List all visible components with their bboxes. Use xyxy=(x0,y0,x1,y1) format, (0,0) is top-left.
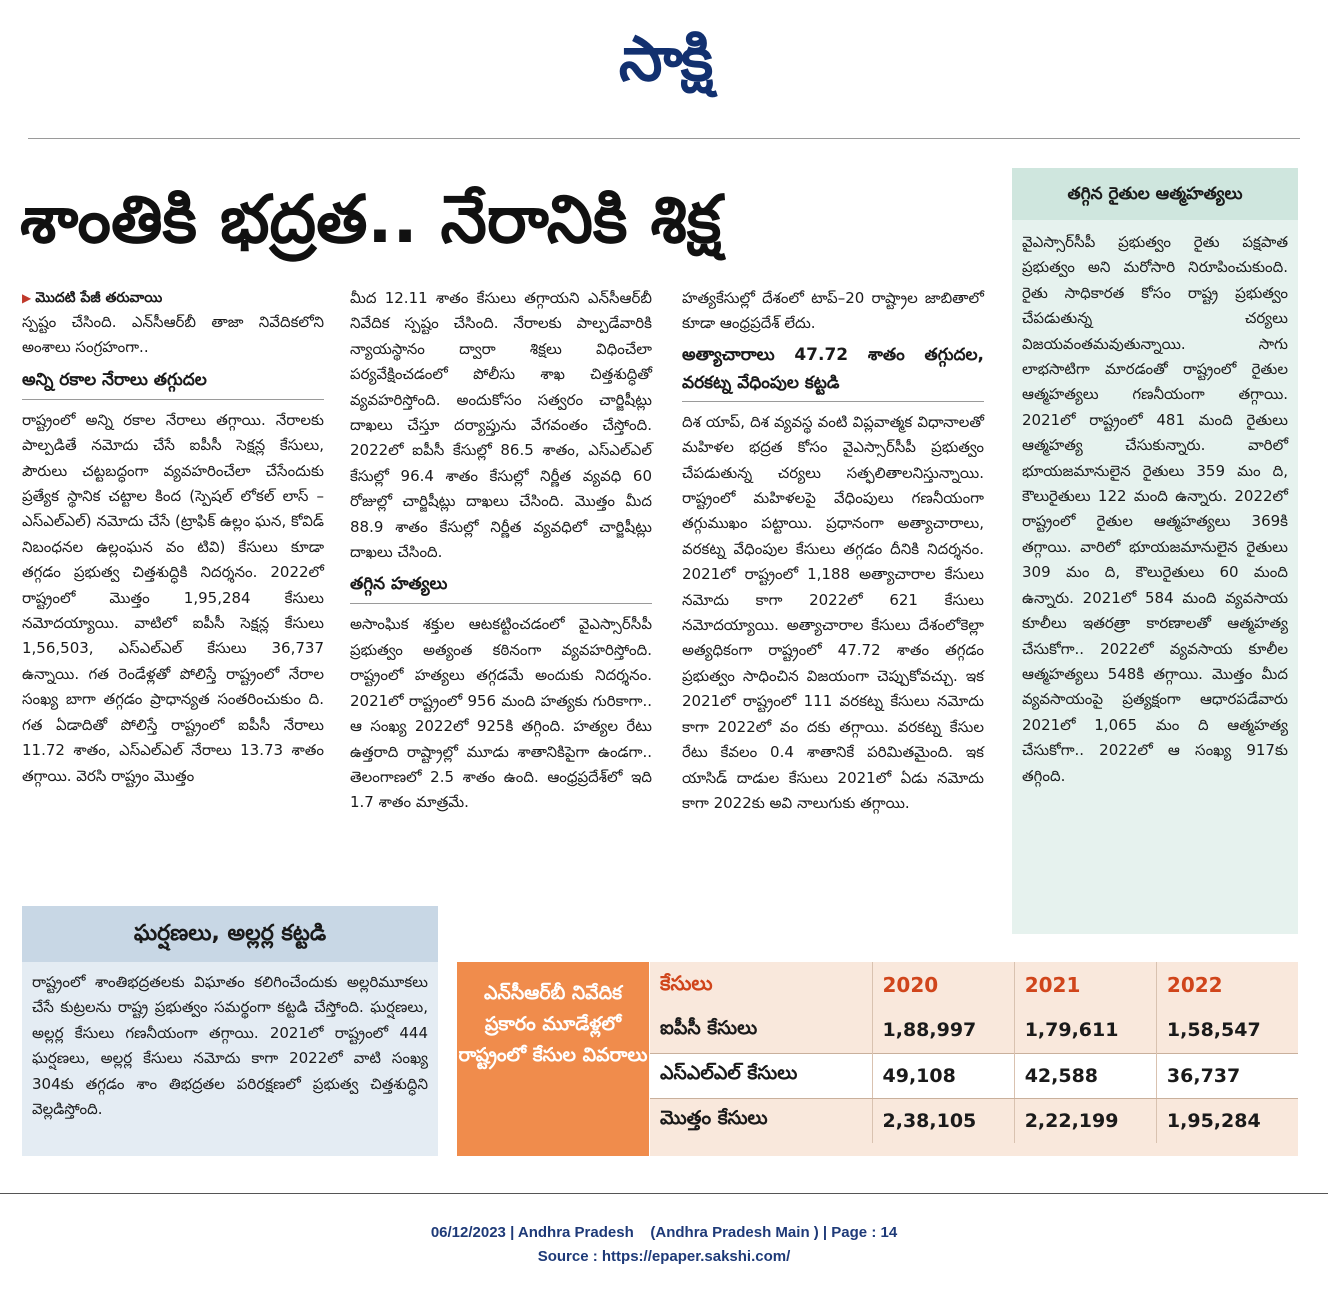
table-cell: 42,588 xyxy=(1014,1053,1156,1098)
footer-edition-line: 06/12/2023 | Andhra Pradesh (Andhra Pradesh Main ) | Page : 14 xyxy=(430,1224,898,1241)
column-3-subhead: అత్యాచారాలు 47.72 శాతం తగ్గుదల, వరకట్న వేధింపుల కట్టడి xyxy=(682,341,984,402)
continued-kicker xyxy=(22,286,324,310)
column-1-body: రాష్ట్రంలో అన్ని రకాల నేరాలు తగ్గాయి. నేరాలకు పాల్పడితే నమోదు చేసే ఐపీసీ సెక్షన్ల కేసులు, పౌరులు చట్టబద్ధంగా వ్యవహరించేలా చేసేందుకు ప్రత్యేక స్థానిక చట్టాల కింద (స్పెషల్ లోకల్ లాస్ – ఎస్‌ఎల్‌ఎల్) నమోదు చేసే (ట్రాఫిక్ ఉల్లం ఘన, కోవిడ్ నిబంధనల ఉల్లంఘన వం టివి) కేసులు కూడా తగ్గడం ప్రభుత్వ చిత్తశుద్ధికి నిదర్శనం. 2022లో రాష్ట్రంలో మొత్తం 1,95,284 కేసులు నమోదయ్యాయి. వాటిలో ఐపీసీ సెక్షన్ల కేసులు 1,56,503, ఎస్‌ఎల్‌ఎల్ కేసులు 36,737 ఉన్నాయి. గత రెండేళ్లతో పోలిస్తే రాష్ట్రంలో నేరాల సంఖ్య బాగా తగ్గడం ప్రాధాన్యత సంతరించుకుం ది. గత ఏడాదితో పోలిస్తే రాష్ట్రంలో ఐపీసీ నేరాలు 11.72 శాతం, ఎస్‌ఎల్‌ఎల్ నేరాలు 13.73 శాతం తగ్గాయి. వెరసి రాష్ట్రం మొత్తం xyxy=(22,410,324,785)
triangle-icon: ▶ xyxy=(22,291,32,305)
column-3-body-2: దిశ యాప్, దిశ వ్యవస్థ వంటి విప్లవాత్మక విధానాలతో మహిళల భద్రత కోసం వైఎస్సార్‌సీపీ ప్రభుత్వం చేపడుతున్న చర్యలు సత్ఫలితాలనిస్తున్నాయి. రాష్ట్రంలో మహిళలపై వేధింపులు గణనీయంగా తగ్గుముఖం పట్టాయి. ప్రధానంగా అత్యాచారాలు, వరకట్న వేధింపుల కేసులు తగ్గడం దీనికి నిదర్శనం. 2021లో రాష్ట్రంలో 1,188 అత్యాచారాల కేసులు నమోదు కాగా 2022లో 621 కేసులు నమోదయ్యాయి. అత్యాచారాల కేసులు దేశంలోకెల్లా అత్యధికంగా రాష్ట్రంలో 47.72 శాతం తగ్గడం ప్రభుత్వం సాధించిన విజయంగా చెప్పుకోవచ్చు. ఇక 2021లో రాష్ట్రంలో 111 వరకట్న కేసులు నమోదు కాగా 2022లో వం దకు తగ్గాయి. వరకట్న కేసుల రేటు కేవలం 0.4 శాతానికే పరిమితమైంది. ఇక యాసిడ్ దాడుల కేసులు 2021లో ఏడు నమోదు కాగా 2022కు అవి నాలుగుకు తగ్గాయి. xyxy=(682,412,984,812)
table-cell: 2,22,199 xyxy=(1014,1098,1156,1143)
table-cell: 49,108 xyxy=(872,1053,1014,1098)
table-header-cell: కేసులు xyxy=(650,962,872,1008)
table-cell: మొత్తం కేసులు xyxy=(650,1098,872,1143)
column-3 xyxy=(682,286,984,816)
column-1-subhead: అన్ని రకాల నేరాలు తగ్గుదల xyxy=(22,365,324,400)
masthead-logo: సాక్షి xyxy=(618,22,712,95)
footer-source-line: Source : https://epaper.sakshi.com/ xyxy=(537,1248,791,1265)
table-row xyxy=(650,1008,1298,1053)
column-1-intro: స్పష్టం చేసింది. ఎన్‌సీఆర్‌బీ తాజా నివేదికలోని అంశాలు సంగ్రహంగా.. xyxy=(22,313,324,357)
column-3-body-1: హత్యకేసుల్లో దేశంలో టాప్–20 రాష్ట్రాల జాబితాలో కూడా ఆంధ్రప్రదేశ్ లేదు. xyxy=(682,289,984,333)
stats-table xyxy=(650,962,1298,1143)
riots-box-title: ఘర్షణలు, అల్లర్ల కట్టడి xyxy=(22,906,438,962)
table-row xyxy=(650,1098,1298,1143)
column-2 xyxy=(350,286,652,884)
table-cell: 1,88,997 xyxy=(872,1008,1014,1053)
table-cell: 1,58,547 xyxy=(1166,1019,1261,1042)
riots-box-body: రాష్ట్రంలో శాంతిభద్రతలకు విఘాతం కలిగించేందుకు అల్లరిమూకలు చేసే కుట్రలను రాష్ట్ర ప్రభుత్వం సమర్థంగా కట్టడి చేస్తోంది. ఘర్షణలు, అల్లర్ల కేసులు గణనీయంగా తగ్గాయి. 2021లో రాష్ట్రంలో 444 ఘర్షణలు, అల్లర్ల కేసులు నమోదు కాగా 2022లో వాటి సంఖ్య 304కు తగ్గడం శాం తిభద్రతల పరిరక్షణలో ప్రభుత్వ చిత్తశుద్ధిని వెల్లడిస్తోంది. xyxy=(32,973,428,1119)
table-cell: 1,79,611 xyxy=(1014,1008,1156,1053)
headline: శాంతికి భద్రత.. నేరానికి శిక్ష xyxy=(20,181,722,258)
farmers-sidebar-body: వైఎస్సార్‌సీపీ ప్రభుత్వం రైతు పక్షపాత ప్రభుత్వం అని మరోసారి నిరూపించుకుంది. రైతు సాధికారత కోసం రాష్ట్ర ప్రభుత్వం చేపడుతున్న చర్యలు విజయవంతమవుతున్నాయి. సాగు లాభసాటిగా మారడంతో రాష్ట్రంలో రైతుల ఆత్మహత్యలు గణనీయంగా తగ్గాయి. 2021లో రాష్ట్రంలో 481 మంది రైతులు ఆత్మహత్య చేసుకున్నారు. వారిలో భూయజమానులైన రైతులు 359 మం ది, కౌలురైతులు 122 మంది ఉన్నారు. 2022లో రాష్ట్రంలో రైతుల ఆత్మహత్యలు 369కి తగ్గాయి. వారిలో భూయజమానులైన రైతులు 309 మం ది, కౌలురైతులు 60 మంది ఉన్నారు. 2021లో 584 మంది వ్యవసాయ కూలీలు ఇతరత్రా కారణాలతో ఆత్మహత్య చేసుకోగా.. 2022లో వ్యవసాయ కూలీల ఆత్మహత్యలు 548కి తగ్గాయి. మొత్తం మీద వ్యవసాయంపై ప్రత్యక్షంగా ఆధారపడేవారు 2021లో 1,065 మం ది ఆత్మహత్య చేసుకోగా.. 2022లో ఆ సంఖ్య 917కు తగ్గింది. xyxy=(1022,233,1288,785)
column-1 xyxy=(22,286,324,789)
stats-caption: ఎన్‌సీఆర్‌బీ నివేదిక ప్రకారం మూడేళ్లలో రాష్ట్రంలో కేసుల వివరాలు xyxy=(457,962,649,1156)
bottom-divider xyxy=(0,1193,1328,1194)
table-header-cell: 2020 xyxy=(872,962,1014,1008)
table-cell: 2,38,105 xyxy=(872,1098,1014,1143)
table-cell: ఎస్‌ఎల్‌ఎల్ కేసులు xyxy=(650,1053,872,1098)
top-divider xyxy=(28,138,1300,139)
table-header-cell: 2021 xyxy=(1014,962,1156,1008)
farmers-sidebar-title: తగ్గిన రైతుల ఆత్మహత్యలు xyxy=(1012,168,1298,220)
table-header-row xyxy=(650,962,1298,1008)
kicker-text: మొదటి పేజీ తరువాయి xyxy=(35,290,163,306)
table-cell: ఐపీసీ కేసులు xyxy=(650,1008,872,1053)
column-2-subhead: తగ్గిన హత్యలు xyxy=(350,569,652,604)
table-row xyxy=(650,1053,1298,1098)
column-2-body-2: అసాంఘిక శక్తుల ఆటకట్టించడంలో వైఎస్సార్‌సీపీ ప్రభుత్వం అత్యంత కఠినంగా వ్యవహరిస్తోంది. రాష్ట్రంలో హత్యలు తగ్గడమే అందుకు నిదర్శనం. 2021లో రాష్ట్రంలో 956 మంది హత్యకు గురికాగా.. ఆ సంఖ్య 2022లో 925కి తగ్గింది. హత్యల రేటు ఉత్తరాది రాష్ట్రాల్లో మూడు శాతానికిపైగా ఉండగా.. తెలంగాణలో 2.5 శాతం ఉంది. ఆంధ్రప్రదేశ్‌లో ఇది 1.7 శాతం మాత్రమే. xyxy=(350,615,652,812)
table-header-cell: 2022 xyxy=(1166,973,1223,997)
table-cell: 1,95,284 xyxy=(1166,1109,1261,1132)
column-2-body-1: మీద 12.11 శాతం కేసులు తగ్గాయని ఎన్‌సీఆర్‌బీ నివేదిక స్పష్టం చేసింది. నేరాలకు పాల్పడేవారికి న్యాయస్థానం ద్వారా శిక్షలు విధించేలా పర్యవేక్షించడంలో పోలీసు శాఖ చిత్తశుద్ధితో వ్యవహరిస్తోంది. అందుకోసం సత్వరం చార్జిషీట్లు దాఖలు చేస్తూ దర్యాప్తును వేగవంతం చేస్తోంది. 2022లో ఐపీసీ కేసుల్లో 86.5 శాతం, ఎస్‌ఎల్‌ఎల్ కేసుల్లో 96.4 శాతం కేసుల్లో నిర్ణీత వ్యవధి 60 రోజుల్లో చార్జిషీట్లు దాఖలు చేసింది. మొత్తం మీద 88.9 శాతం కేసుల్లో నిర్ణీత వ్యవధిలో చార్జిషీట్లు దాఖలు చేసింది. xyxy=(350,289,652,562)
table-cell: 36,737 xyxy=(1156,1053,1298,1098)
